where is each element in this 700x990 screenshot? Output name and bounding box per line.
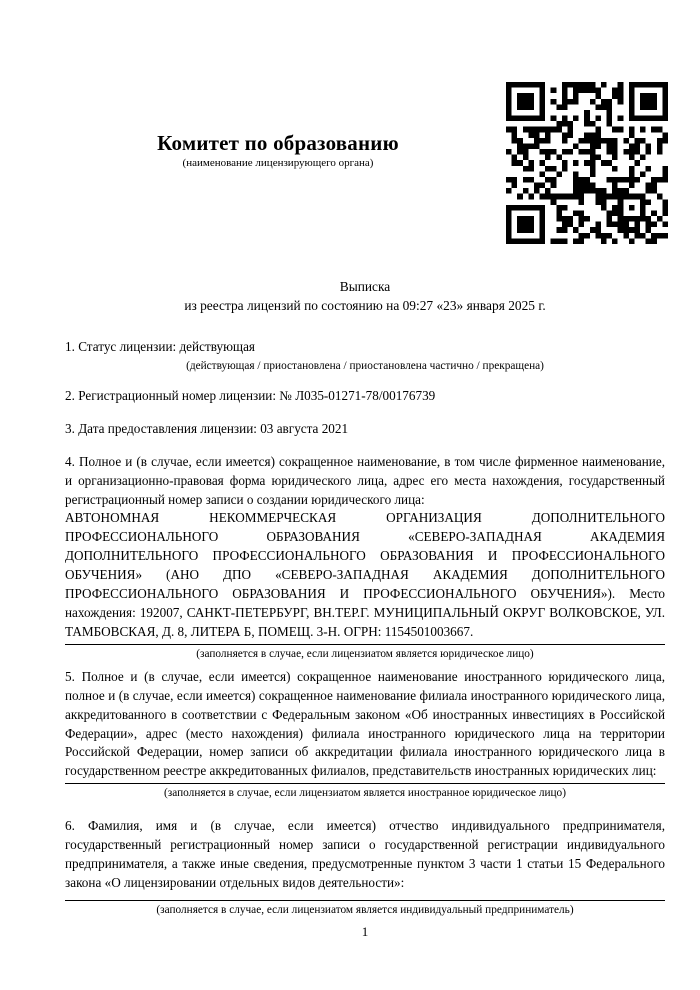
qr-code-icon: [506, 82, 668, 244]
document-title: [65, 277, 665, 315]
legal-entity-value: АВТОНОМНАЯ НЕКОММЕРЧЕСКАЯ ОРГАНИЗАЦИЯ ДОПОЛНИТЕЛЬНОГО ПРОФЕССИОНАЛЬНОГО ОБРАЗОВАНИЯ «СЕВЕРО-ЗАПАДНАЯ АКАДЕМИЯ ДОПОЛНИТЕЛЬНОГО ПРОФЕССИОНАЛЬНОГО ОБРАЗОВАНИЯ И ПРОФЕССИОНАЛЬНОГО ОБУЧЕНИЯ» (АНО ДПО «СЕВЕРО-ЗАПАДНАЯ АКАДЕМИЯ ДОПОЛНИТЕЛЬНОГО ПРОФЕССИОНАЛЬНОГО ОБРАЗОВАНИЯ И ПРОФЕССИОНАЛЬНОГО ОБУЧЕНИЯ»). Место нахождения: 192007, САНКТ-ПЕТЕРБУРГ, ВН.ТЕР.Г. МУНИЦИПАЛЬНЫЙ ОКРУГ ВОЛКОВСКОЕ, УЛ. ТАМБОВСКАЯ, Д. 8, ЛИТЕРА Б, ПОМЕЩ. 3-Н. ОГРН: 1154501003667.: [65, 510, 665, 639]
item-license-status: [65, 338, 665, 374]
licensing-authority-header: [0, 131, 556, 170]
legal-entity-description: 4. Полное и (в случае, если имеется) сокращенное наименование, в том числе фирменное наименование, и организационно-правовая форма юридического лица, адрес его места нахождения, государственный регистрационный номер записи о создании юридического лица:: [65, 453, 665, 507]
document-title-line1: Выписка: [339, 279, 391, 294]
item-license-grant-date: [65, 420, 665, 439]
registration-number-text: 2. Регистрационный номер лицензии: № Л035-01271-78/00176739: [65, 387, 436, 403]
item-foreign-legal-entity: [65, 668, 665, 801]
fill-note-foreign-legal-entity: (заполняется в случае, если лицензиатом является иностранное юридическое лицо): [164, 787, 566, 800]
item-legal-entity: [65, 453, 665, 662]
foreign-legal-entity-description: 5. Полное и (в случае, если имеется) сокращенное наименование иностранного юридического лица, полное и (в случае, если имеется) сокращенное наименование филиала иностранного юридического лица, аккредитованного в соответствии с Федеральным законом «Об иностранных инвестициях в Российской Федерации», адрес (место нахождения) филиала иностранного юридического лица на территории Российской Федерации, номер записи об аккредитации филиала иностранного юридического лица в государственном реестре аккредитованных филиалов, представительств иностранных юридических лиц:: [65, 668, 665, 779]
page-number: 1: [361, 924, 369, 939]
license-status-options-note: (действующая / приостановлена / приостановлена частично / прекращена): [186, 359, 544, 372]
item-individual-entrepreneur: [65, 817, 665, 918]
individual-entrepreneur-description: 6. Фамилия, имя и (в случае, если имеется) отчество индивидуального предпринимателя, государственный регистрационный номер записи о государственной регистрации индивидуального предпринимателя, а также иные сведения, предусмотренные пунктом 3 части 1 статьи 15 Федерального закона «О лицензировании отдельных видов деятельности»:: [65, 818, 665, 890]
fill-note-individual-entrepreneur: (заполняется в случае, если лицензиатом является индивидуальный предприниматель): [156, 903, 574, 916]
document-title-line2: из реестра лицензий по состоянию на 09:27 «23» января 2025 г.: [184, 298, 546, 313]
item-registration-number: [65, 387, 665, 406]
license-status-text: 1. Статус лицензии: действующая: [65, 339, 256, 354]
fill-note-legal-entity: (заполняется в случае, если лицензиатом является юридическое лицо): [196, 647, 534, 660]
license-grant-date-text: 3. Дата предоставления лицензии: 03 августа 2021: [65, 420, 349, 436]
licensing-authority-name: Комитет по образованию: [157, 131, 399, 155]
license-details: [65, 338, 665, 918]
licensing-authority-caption: (наименование лицензирующего органа): [182, 157, 374, 169]
